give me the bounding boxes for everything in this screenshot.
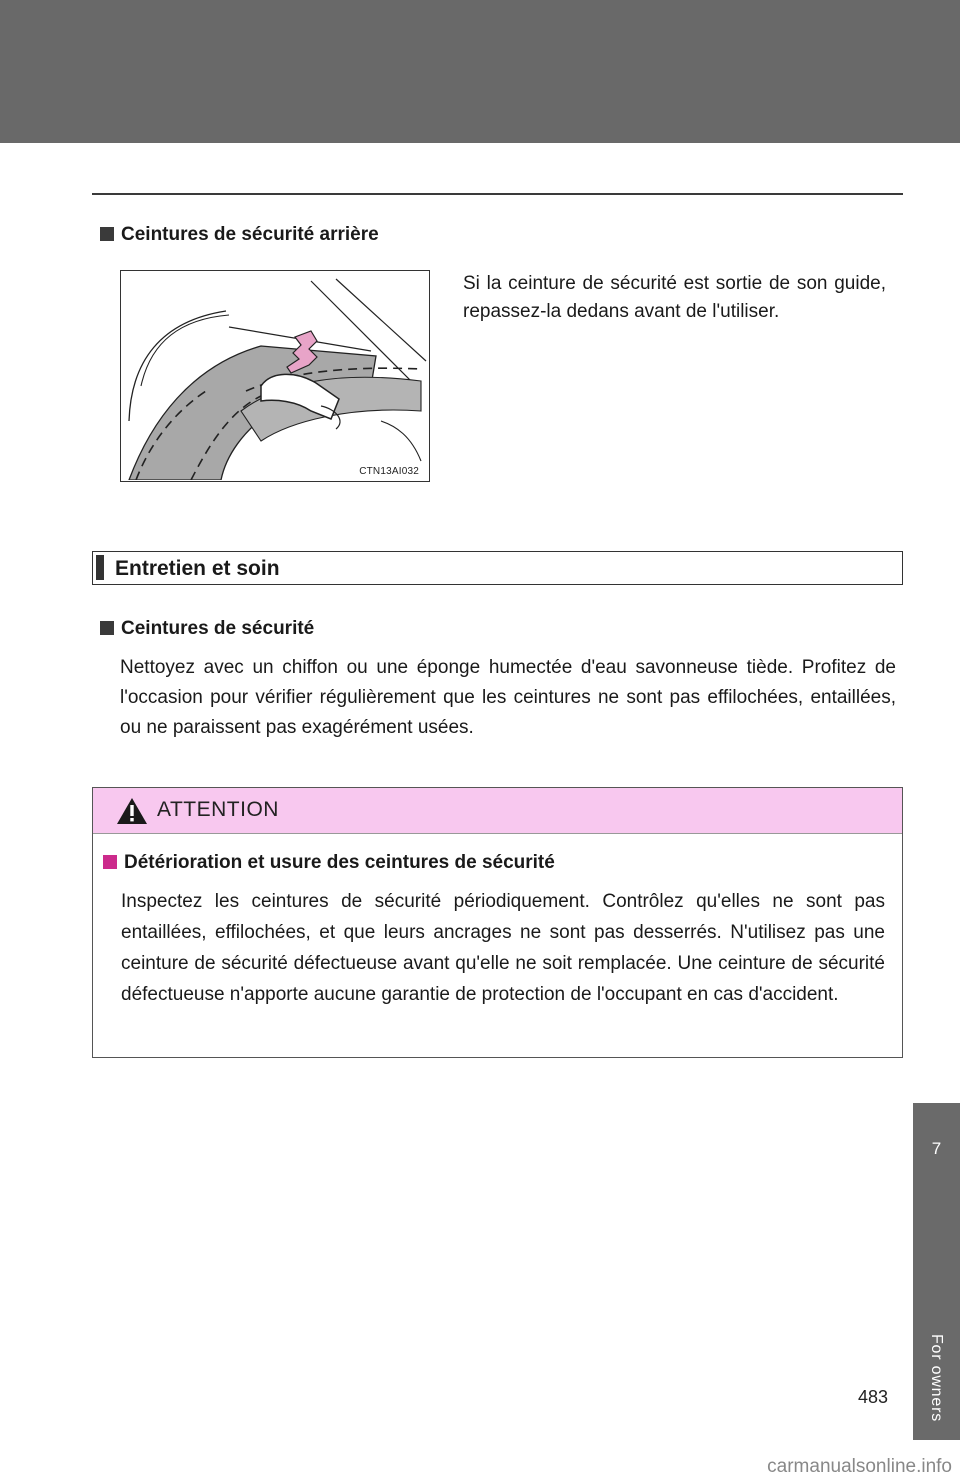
maintenance-paragraph: Nettoyez avec un chiffon ou une éponge humectée d'eau savonneuse tiède. Profitez de l'occasion pour vérifier régulièrement que les ceintures ne sont pas effilochées, entaillées, ou ne paraissent pas exagérément usées. bbox=[120, 657, 896, 738]
watermark-strip bbox=[0, 1440, 960, 1484]
header-band bbox=[0, 0, 960, 143]
section-heading-rear-belts: Ceintures de sécurité arrière bbox=[100, 224, 379, 246]
header-rule bbox=[92, 193, 903, 195]
belt-guide-instruction: Si la ceinture de sécurité est sortie de son guide, repassez-la dedans avant de l'utiliser. bbox=[463, 273, 886, 322]
section-heading-belts: Ceintures de sécurité bbox=[100, 618, 314, 640]
warning-title: ATTENTION bbox=[157, 798, 279, 821]
seat-belt-guide-drawing bbox=[121, 271, 428, 480]
chapter-number: 7 bbox=[931, 1139, 942, 1158]
page-number: 483 bbox=[858, 1387, 889, 1407]
warning-triangle-icon bbox=[115, 796, 149, 826]
warning-header bbox=[93, 788, 902, 834]
watermark-text: carmanualsonline.info bbox=[767, 1456, 952, 1477]
section-title-bar bbox=[92, 551, 903, 585]
section-bar-marker bbox=[96, 555, 104, 580]
figure-code: CTN13AI032 bbox=[359, 466, 419, 477]
chapter-tab bbox=[913, 1103, 960, 1484]
bullet-square-icon bbox=[100, 621, 114, 635]
chapter-label: For owners bbox=[928, 1333, 945, 1423]
bullet-square-icon bbox=[100, 227, 114, 241]
warning-heading: Détérioration et usure des ceintures de sécurité bbox=[103, 852, 555, 874]
warning-paragraph: Inspectez les ceintures de sécurité périodiquement. Contrôlez qu'elles ne sont pas entaillées, effilochées, et que leurs ancrages ne sont pas desserrés. N'utilisez pas une ceinture de sécurité défectueuse avant qu'elle ne soit remplacée. Une ceinture de sécurité défectueuse n'apporte aucune garantie de protection de l'occupant en cas d'accident. bbox=[121, 891, 885, 1005]
bullet-square-icon bbox=[103, 855, 117, 869]
belt-guide-illustration bbox=[120, 270, 430, 482]
warning-box bbox=[92, 787, 903, 1058]
section-title: Entretien et soin bbox=[115, 557, 280, 580]
